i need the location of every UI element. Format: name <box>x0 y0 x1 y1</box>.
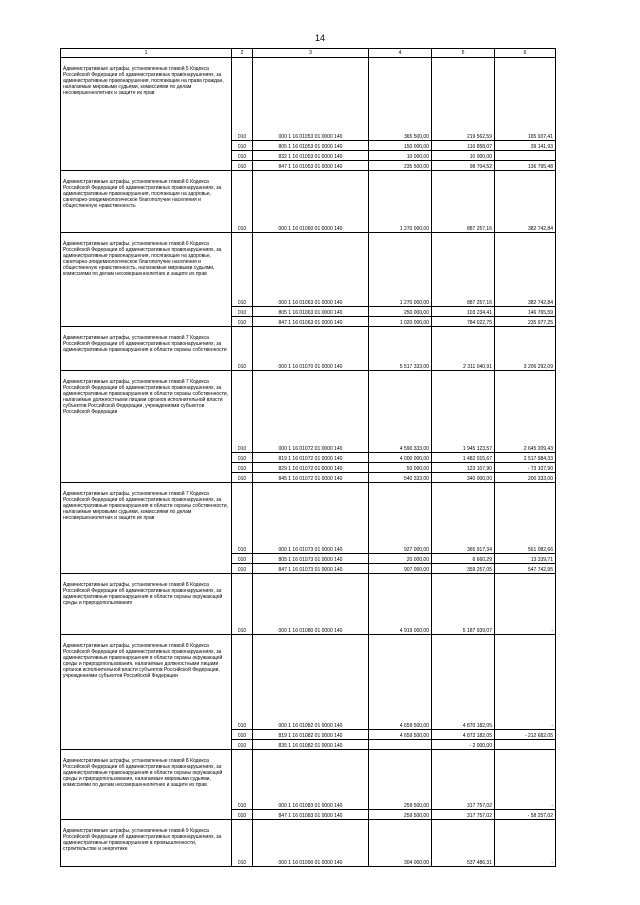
remaining-amount-cell: 200 333,00 <box>495 473 556 483</box>
remaining-amount-cell: 2 645 209,43 <box>495 371 556 453</box>
column-header: 1 <box>61 49 232 58</box>
budget-code-cell: 835 1 16 01082 01 0000 140 <box>253 740 369 750</box>
approved-amount-cell: 365 500,00 <box>369 58 432 141</box>
line-code-cell: 010 <box>232 371 253 453</box>
line-code-cell: 010 <box>232 740 253 750</box>
line-code-cell: 010 <box>232 171 253 233</box>
executed-amount-cell: 123 107,90 <box>432 463 495 473</box>
approved-amount-cell: 304 000,00 <box>369 820 432 867</box>
approved-amount-cell: 1 270 000,00 <box>369 233 432 307</box>
remaining-amount-cell: 382 742,84 <box>495 233 556 307</box>
budget-code-cell: 805 1 16 01073 01 0000 140 <box>253 554 369 564</box>
executed-amount-cell: 103 234,41 <box>432 307 495 317</box>
remaining-amount-cell: 39 141,93 <box>495 141 556 151</box>
executed-amount-cell: 784 022,75 <box>432 317 495 327</box>
line-code-cell: 010 <box>232 151 253 161</box>
approved-amount-cell: 20 000,00 <box>369 554 432 564</box>
column-header: 3 <box>253 49 369 58</box>
remaining-amount-cell: 136 795,48 <box>495 161 556 171</box>
line-code-cell: 010 <box>232 161 253 171</box>
table-row <box>61 574 556 635</box>
table-row <box>61 371 556 453</box>
line-code-cell: 010 <box>232 463 253 473</box>
executed-amount-cell: 110 858,07 <box>432 141 495 151</box>
approved-amount-cell: 4 590 333,00 <box>369 371 432 453</box>
executed-amount-cell: 317 757,02 <box>432 810 495 820</box>
line-code-cell: 010 <box>232 453 253 463</box>
row-description: Административные штрафы, установленные главой 6 Кодекса Российской Федерации об административных правонарушениях, за административные правонарушения, посягающие на здоровье, санитарно-эпидемиологическое благополучие населения и общественную нравственность <box>61 171 232 233</box>
row-description: Административные штрафы, установленные главой 7 Кодекса Российской Федерации об административных правонарушениях, за административные правонарушения в области охраны собственности, налагаемые мировыми судьями, комиссиями по делам несовершеннолетних и защите их прав <box>61 483 232 574</box>
budget-code-cell: 819 1 16 01072 01 0000 140 <box>253 453 369 463</box>
remaining-amount-cell: - <box>495 574 556 635</box>
remaining-amount-cell <box>495 740 556 750</box>
budget-code-cell: 845 1 16 01072 01 0000 140 <box>253 473 369 483</box>
remaining-amount-cell: 382 742,84 <box>495 171 556 233</box>
remaining-amount-cell: 235 977,25 <box>495 317 556 327</box>
approved-amount-cell: 4 659 500,00 <box>369 635 432 730</box>
budget-code-cell: 805 1 16 01053 01 0000 140 <box>253 141 369 151</box>
budget-code-cell: 000 1 16 01082 01 0000 140 <box>253 635 369 730</box>
approved-amount-cell: 927 000,00 <box>369 483 432 554</box>
remaining-amount-cell: - <box>495 820 556 867</box>
executed-amount-cell: 887 257,16 <box>432 171 495 233</box>
remaining-amount-cell: - <box>495 750 556 810</box>
line-code-cell: 010 <box>232 574 253 635</box>
table-row <box>61 233 556 307</box>
row-description: Административные штрафы, установленные главой 8 Кодекса Российской Федерации об административных правонарушениях, за административные правонарушения в области охраны окружающей среды и природопользования, налагаемые мировыми судьями, комиссиями по делам несовершеннолетних и защите их прав <box>61 750 232 820</box>
budget-code-cell: 000 1 16 01063 01 0000 140 <box>253 233 369 307</box>
approved-amount-cell: 540 333,00 <box>369 473 432 483</box>
remaining-amount-cell: - 58 257,02 <box>495 810 556 820</box>
budget-code-cell: 847 1 16 01083 01 0000 140 <box>253 810 369 820</box>
line-code-cell: 010 <box>232 483 253 554</box>
approved-amount-cell: 907 000,00 <box>369 564 432 574</box>
row-description: Административные штрафы, установленные главой 8 Кодекса Российской Федерации об административных правонарушениях, за административные правонарушения в области охраны окружающей среды и природопользования <box>61 574 232 635</box>
approved-amount-cell: 250 000,00 <box>369 307 432 317</box>
approved-amount-cell: 4 919 000,00 <box>369 574 432 635</box>
line-code-cell: 010 <box>232 564 253 574</box>
table-row <box>61 635 556 730</box>
executed-amount-cell: 5 187 939,07 <box>432 574 495 635</box>
row-description: Административные штрафы, установленные главой 5 Кодекса Российской Федерации об административных правонарушениях, за административные правонарушения, посягающие на права граждан, налагаемые мировыми судьями, комиссиями по делам несовершеннолетних и защите их прав <box>61 58 232 171</box>
executed-amount-cell: 4 870 182,05 <box>432 635 495 730</box>
budget-code-cell: 847 1 16 01053 01 0000 140 <box>253 161 369 171</box>
executed-amount-cell: 98 704,52 <box>432 161 495 171</box>
executed-amount-cell: 317 757,02 <box>432 750 495 810</box>
line-code-cell: 010 <box>232 473 253 483</box>
executed-amount-cell: 537 486,31 <box>432 820 495 867</box>
column-header: 4 <box>369 49 432 58</box>
remaining-amount-cell <box>495 151 556 161</box>
row-description: Административные штрафы, установленные главой 7 Кодекса Российской Федерации об административных правонарушениях, за административные правонарушения в области охраны собственности, налагаемые должностными лицами органов исполнительной власти субъектов Российской Федерации, учреждениями субъектов Российской Федерации <box>61 371 232 483</box>
executed-amount-cell: 10 000,00 <box>432 151 495 161</box>
approved-amount-cell: 235 500,00 <box>369 161 432 171</box>
page-number: 14 <box>314 33 325 43</box>
budget-code-cell: 000 1 16 01070 01 0000 140 <box>253 327 369 371</box>
approved-amount-cell <box>369 740 432 750</box>
budget-code-cell: 819 1 16 01082 01 0000 140 <box>253 730 369 740</box>
line-code-cell: 010 <box>232 307 253 317</box>
row-description: Административные штрафы, установленные главой 9 Кодекса Российской Федерации об административных правонарушениях, за административные правонарушения в промышленности, строительстве и энергетике <box>61 820 232 867</box>
budget-code-cell: 000 1 16 01073 01 0000 140 <box>253 483 369 554</box>
remaining-amount-cell: - <box>495 635 556 730</box>
budget-code-cell: 847 1 16 01063 01 0000 140 <box>253 317 369 327</box>
remaining-amount-cell: 561 082,66 <box>495 483 556 554</box>
remaining-amount-cell: - 212 682,05 <box>495 730 556 740</box>
executed-amount-cell: 365 917,34 <box>432 483 495 554</box>
approved-amount-cell: 4 659 500,00 <box>369 730 432 740</box>
executed-amount-cell: - 2 000,00 <box>432 740 495 750</box>
budget-code-cell: 829 1 16 01072 01 0000 140 <box>253 463 369 473</box>
table-row <box>61 171 556 233</box>
line-code-cell: 010 <box>232 317 253 327</box>
executed-amount-cell: 2 311 040,91 <box>432 327 495 371</box>
row-description: Административные штрафы, установленные главой 7 Кодекса Российской Федерации об административных правонарушениях, за административные правонарушения в области охраны собственности <box>61 327 232 371</box>
budget-code-cell: 000 1 16 01072 01 0000 140 <box>253 371 369 453</box>
table-row <box>61 327 556 371</box>
line-code-cell: 010 <box>232 327 253 371</box>
report-table <box>60 48 556 867</box>
column-header: 2 <box>232 49 253 58</box>
budget-code-cell: 847 1 16 01073 01 0000 140 <box>253 564 369 574</box>
budget-code-cell: 000 1 16 01080 01 0000 140 <box>253 574 369 635</box>
executed-amount-cell: 887 257,16 <box>432 233 495 307</box>
table-row <box>61 750 556 810</box>
remaining-amount-cell: 2 517 984,33 <box>495 453 556 463</box>
approved-amount-cell: 4 000 000,00 <box>369 453 432 463</box>
approved-amount-cell: 259 500,00 <box>369 750 432 810</box>
line-code-cell: 010 <box>232 810 253 820</box>
approved-amount-cell: 150 000,00 <box>369 141 432 151</box>
approved-amount-cell: 10 000,00 <box>369 151 432 161</box>
remaining-amount-cell: 547 742,95 <box>495 564 556 574</box>
remaining-amount-cell: 3 206 292,09 <box>495 327 556 371</box>
line-code-cell: 010 <box>232 141 253 151</box>
approved-amount-cell: 5 517 333,00 <box>369 327 432 371</box>
executed-amount-cell: 340 000,00 <box>432 473 495 483</box>
budget-code-cell: 000 1 16 01083 01 0000 140 <box>253 750 369 810</box>
table-row <box>61 483 556 554</box>
column-header: 5 <box>432 49 495 58</box>
budget-code-cell: 805 1 16 01063 01 0000 140 <box>253 307 369 317</box>
executed-amount-cell: 1 482 015,67 <box>432 453 495 463</box>
line-code-cell: 010 <box>232 554 253 564</box>
approved-amount-cell: 259 500,00 <box>369 810 432 820</box>
table-row <box>61 820 556 867</box>
line-code-cell: 010 <box>232 233 253 307</box>
budget-code-cell: 000 1 16 01060 01 0000 140 <box>253 171 369 233</box>
approved-amount-cell: 1 270 000,00 <box>369 171 432 233</box>
remaining-amount-cell: 146 765,59 <box>495 307 556 317</box>
column-header: 6 <box>495 49 556 58</box>
row-description: Административные штрафы, установленные главой 8 Кодекса Российской Федерации об административных правонарушениях, за административные правонарушения в области охраны окружающей среды и природопользования, налагаемые должностными лицами органов исполнительной власти субъектов Российской Федерации, учреждениями субъектов Российской Федерации <box>61 635 232 750</box>
executed-amount-cell: 1 945 123,57 <box>432 371 495 453</box>
table-row <box>61 58 556 141</box>
budget-code-cell: 832 1 16 01053 01 0000 140 <box>253 151 369 161</box>
line-code-cell: 010 <box>232 820 253 867</box>
budget-code-cell: 000 1 16 01053 01 0000 140 <box>253 58 369 141</box>
executed-amount-cell: 359 257,05 <box>432 564 495 574</box>
approved-amount-cell: 1 020 000,00 <box>369 317 432 327</box>
line-code-cell: 010 <box>232 58 253 141</box>
remaining-amount-cell: 165 937,41 <box>495 58 556 141</box>
remaining-amount-cell: - 73 107,90 <box>495 463 556 473</box>
approved-amount-cell: 50 000,00 <box>369 463 432 473</box>
executed-amount-cell: 6 660,29 <box>432 554 495 564</box>
row-description: Административные штрафы, установленные главой 6 Кодекса Российской Федерации об административных правонарушениях, за административные правонарушения, посягающие на здоровье, санитарно-эпидемиологическое благополучие населения и общественную нравственность, налагаемые мировыми судьями, комиссиями по делам несовершеннолетних и защите их прав <box>61 233 232 327</box>
header-row <box>61 49 556 58</box>
line-code-cell: 010 <box>232 635 253 730</box>
budget-code-cell: 000 1 16 01090 01 0000 140 <box>253 820 369 867</box>
line-code-cell: 010 <box>232 730 253 740</box>
executed-amount-cell: 219 562,59 <box>432 58 495 141</box>
executed-amount-cell: 4 872 182,05 <box>432 730 495 740</box>
remaining-amount-cell: 13 339,71 <box>495 554 556 564</box>
line-code-cell: 010 <box>232 750 253 810</box>
